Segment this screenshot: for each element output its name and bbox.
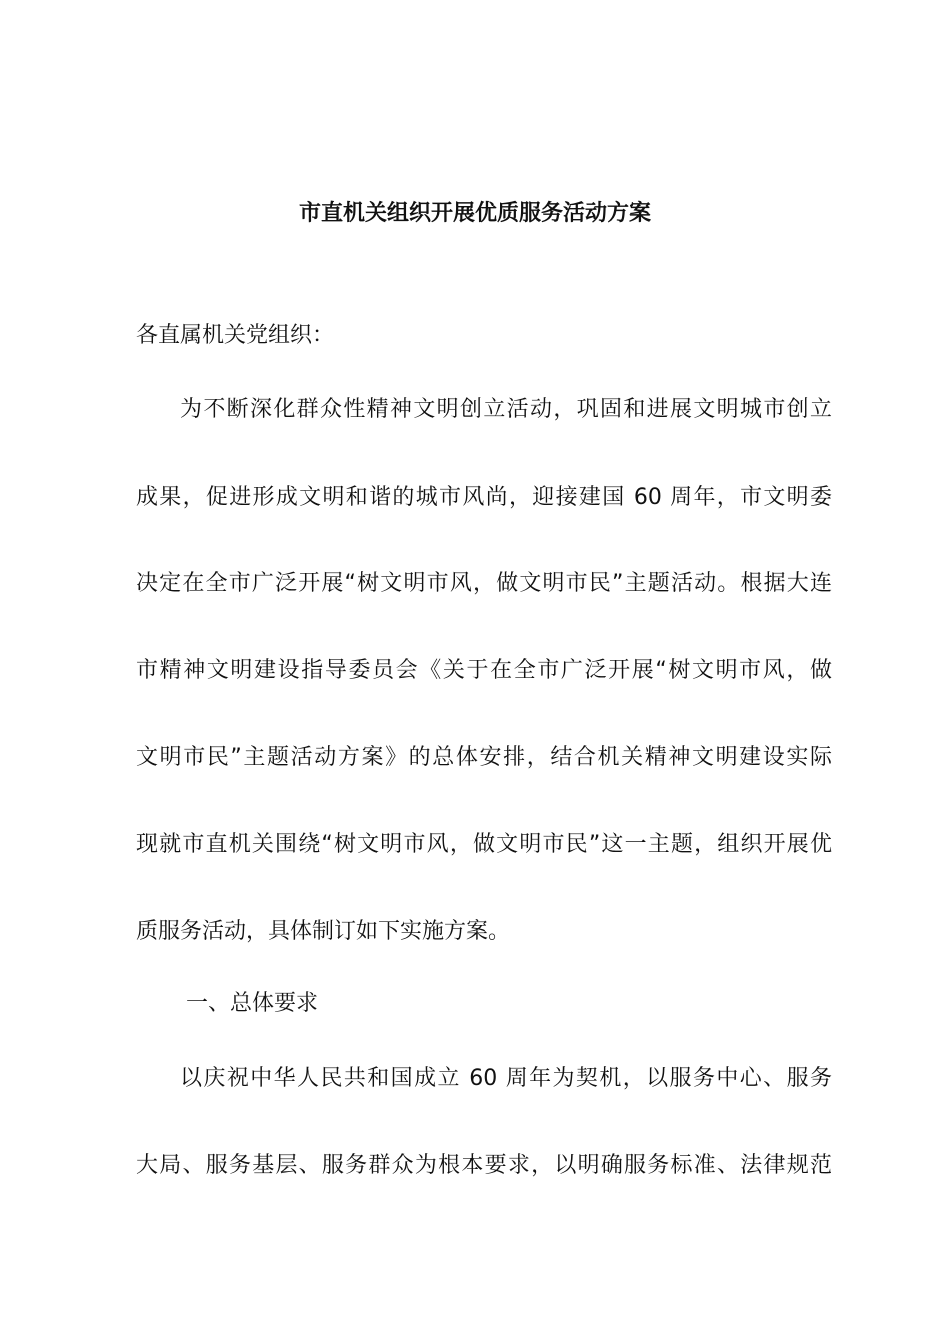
paragraph-line: 决定在全市广泛开展“树文明市风，做文明市民”主题活动。根据大连 — [136, 571, 832, 596]
document-title: 市直机关组织开展优质服务活动方案 — [298, 201, 651, 226]
section-heading: 一、总体要求 — [186, 991, 319, 1016]
paragraph-line: 以庆祝中华人民共和国成立 60 周年为契机，以服务中心、服务 — [180, 1066, 832, 1091]
paragraph-line: 为不断深化群众性精神文明创立活动，巩固和进展文明城市创立 — [180, 397, 832, 422]
paragraph-line: 质服务活动，具体制订如下实施方案。 — [136, 919, 511, 944]
paragraph-line: 成果，促进形成文明和谐的城市风尚，迎接建国 60 周年，市文明委 — [136, 485, 832, 510]
paragraph-line: 大局、服务基层、服务群众为根本要求，以明确服务标准、法律规范 — [136, 1153, 832, 1178]
paragraph-line: 文明市民”主题活动方案》的总体安排，结合机关精神文明建设实际 — [136, 745, 832, 770]
paragraph-line: 市精神文明建设指导委员会《关于在全市广泛开展“树文明市风，做 — [136, 658, 832, 683]
paragraph-line: 现就市直机关围绕“树文明市风，做文明市民”这一主题，组织开展优 — [136, 832, 832, 857]
salutation: 各直属机关党组织： — [136, 323, 335, 348]
